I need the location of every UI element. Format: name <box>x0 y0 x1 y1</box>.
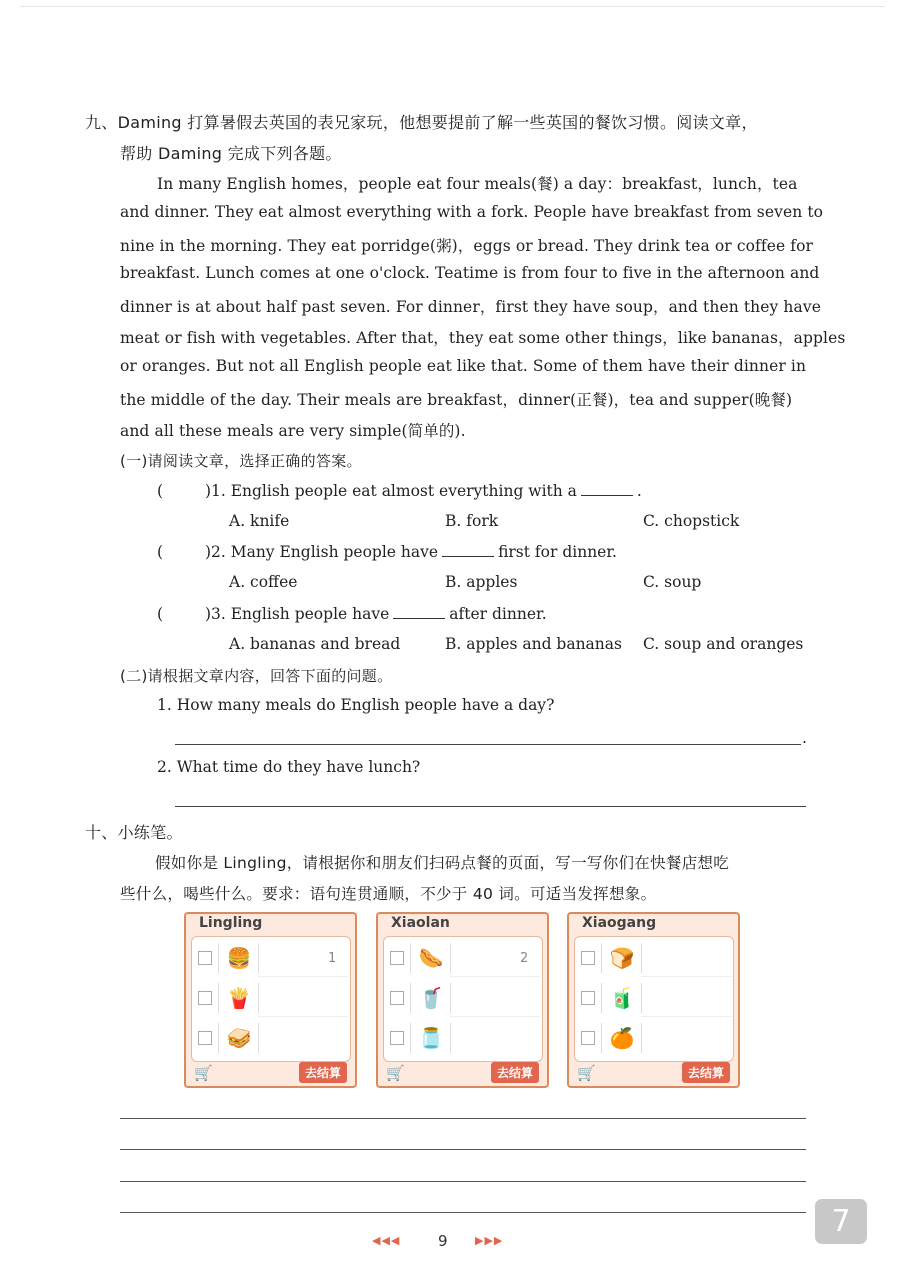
passage-line: breakfast. Lunch comes at one o'clock. Teatime is from four to five in the afternoon and <box>120 264 820 282</box>
answer-paren-close: ) <box>204 605 211 623</box>
checkbox[interactable] <box>390 991 404 1005</box>
question-1: 1. How many meals do English people have a day? <box>157 696 555 714</box>
mcq-2-end: first for dinner. <box>498 543 617 561</box>
drink-cup-icon: 🥤 <box>418 986 444 1010</box>
fill-blank[interactable] <box>442 542 494 557</box>
checkbox[interactable] <box>581 951 595 965</box>
cart-icon[interactable]: 🛒 <box>386 1064 405 1082</box>
answer-line-1-end: . <box>802 729 807 747</box>
order-row <box>384 979 542 1017</box>
answer-paren-open: ( <box>157 543 164 561</box>
card-name: Xiaogang <box>582 915 657 931</box>
mcq-1-text: 1. English people eat almost everything with a <box>211 482 577 500</box>
writing-line[interactable] <box>120 1181 806 1182</box>
option-a[interactable]: A. coffee <box>229 573 298 591</box>
top-border <box>20 0 885 7</box>
mcq-3 <box>157 604 547 623</box>
order-list <box>383 936 543 1062</box>
order-row <box>192 939 350 977</box>
order-row <box>384 1019 542 1057</box>
mcq-2-text: 2. Many English people have <box>211 543 439 561</box>
passage-line: the middle of the day. Their meals are breakfast，dinner(正餐)，tea and supper(晚餐) <box>120 391 793 409</box>
sandwich-icon: 🥪 <box>226 1026 252 1050</box>
juice-bottle-icon: 🧃 <box>609 986 635 1010</box>
mcq-3-text: 3. English people have <box>211 605 390 623</box>
bread-icon: 🍞 <box>609 946 635 970</box>
order-card-xiaolan <box>376 912 549 1088</box>
answer-paren-open: ( <box>157 605 164 623</box>
mcq-1-end: . <box>636 482 642 500</box>
fill-blank[interactable] <box>393 604 445 619</box>
mcq-2 <box>157 542 617 561</box>
option-b[interactable]: B. apples <box>445 573 518 591</box>
passage-line: dinner is at about half past seven. For dinner，first they have soup，and then they have <box>120 298 821 316</box>
section10-instruction-2: 些什么，喝些什么。要求：语句连贯通顺，不少于 40 词。可适当发挥想象。 <box>120 885 657 903</box>
option-b[interactable]: B. fork <box>445 512 499 530</box>
option-a[interactable]: A. knife <box>229 512 290 530</box>
checkbox[interactable] <box>198 951 212 965</box>
option-c[interactable]: C. chopstick <box>643 512 740 530</box>
fries-and-drink-icon: 🍟 <box>226 986 252 1010</box>
next-page-arrows-icon[interactable]: ▶▶▶ <box>475 1234 504 1247</box>
quantity: 2 <box>520 951 529 966</box>
option-a[interactable]: A. bananas and bread <box>229 635 401 653</box>
page-number: 9 <box>438 1232 448 1250</box>
orange-icon: 🍊 <box>609 1026 635 1050</box>
writing-line[interactable] <box>120 1118 806 1119</box>
quantity: 1 <box>328 951 337 966</box>
part-a-title: (一)请阅读文章，选择正确的答案。 <box>120 452 362 470</box>
section10-instruction-1: 假如你是 Lingling，请根据你和朋友们扫码点餐的页面，写一写你们在快餐店想吃 <box>155 854 730 872</box>
checkout-button[interactable]: 去结算 <box>299 1062 347 1083</box>
prev-page-arrows-icon[interactable]: ◀◀◀ <box>372 1234 401 1247</box>
mcq-1 <box>157 481 642 500</box>
section9-heading-line1: 九、Daming 打算暑假去英国的表兄家玩，他想要提前了解一些英国的餐饮习惯。阅读文章， <box>85 113 758 132</box>
order-row <box>192 1019 350 1057</box>
option-c[interactable]: C. soup and oranges <box>643 635 804 653</box>
cart-icon[interactable]: 🛒 <box>194 1064 213 1082</box>
question-2: 2. What time do they have lunch? <box>157 758 421 776</box>
checkout-button[interactable]: 去结算 <box>682 1062 730 1083</box>
passage-line: nine in the morning. They eat porridge(粥)，eggs or bread. They drink tea or coffee for <box>120 237 814 255</box>
answer-paren-close: ) <box>204 543 211 561</box>
order-row <box>575 939 733 977</box>
order-card-lingling <box>184 912 357 1088</box>
passage-line: In many English homes，people eat four meals(餐) a day：breakfast，lunch，tea <box>157 175 798 193</box>
order-row <box>192 979 350 1017</box>
passage-line: meat or fish with vegetables. After that，they eat some other things，like bananas，apples <box>120 329 846 347</box>
cart-icon[interactable]: 🛒 <box>577 1064 596 1082</box>
order-list <box>574 936 734 1062</box>
order-row <box>575 979 733 1017</box>
unit-badge: 7 <box>815 1199 867 1244</box>
section9-heading-line2: 帮助 Daming 完成下列各题。 <box>120 144 342 163</box>
checkbox[interactable] <box>581 1031 595 1045</box>
answer-line-1[interactable] <box>175 744 801 745</box>
answer-line-2[interactable] <box>175 806 806 807</box>
order-list <box>191 936 351 1062</box>
order-row <box>575 1019 733 1057</box>
passage-line: and dinner. They eat almost everything with a fork. People have breakfast from seven to <box>120 203 824 221</box>
order-row <box>384 939 542 977</box>
writing-line[interactable] <box>120 1212 806 1213</box>
checkbox[interactable] <box>390 951 404 965</box>
checkbox[interactable] <box>198 1031 212 1045</box>
passage-line: and all these meals are very simple(简单的). <box>120 422 466 440</box>
card-name: Lingling <box>199 915 263 931</box>
fill-blank[interactable] <box>581 481 633 496</box>
jar-icon: 🫙 <box>418 1026 444 1050</box>
passage-line: or oranges. But not all English people eat like that. Some of them have their dinner in <box>120 357 807 375</box>
card-name: Xiaolan <box>391 915 450 931</box>
order-card-xiaogang <box>567 912 740 1088</box>
checkout-button[interactable]: 去结算 <box>491 1062 539 1083</box>
hotdog-icon: 🌭 <box>418 946 444 970</box>
mcq-3-end: after dinner. <box>449 605 547 623</box>
part-b-title: (二)请根据文章内容，回答下面的问题。 <box>120 667 393 685</box>
writing-line[interactable] <box>120 1149 806 1150</box>
answer-paren-close: ) <box>204 482 211 500</box>
option-c[interactable]: C. soup <box>643 573 702 591</box>
checkbox[interactable] <box>390 1031 404 1045</box>
checkbox[interactable] <box>581 991 595 1005</box>
hamburger-icon: 🍔 <box>226 946 252 970</box>
option-b[interactable]: B. apples and bananas <box>445 635 622 653</box>
checkbox[interactable] <box>198 991 212 1005</box>
answer-paren-open: ( <box>157 482 164 500</box>
section10-heading: 十、小练笔。 <box>85 823 183 842</box>
